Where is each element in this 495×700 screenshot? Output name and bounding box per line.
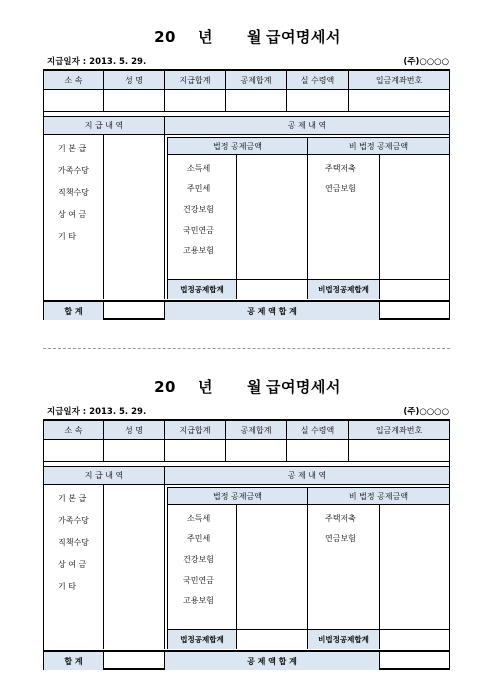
nonlegal-total-label: 비법정공제합계: [308, 279, 380, 299]
header-net-pay: 실 수령액: [287, 71, 349, 90]
section-deduct-header: 공 제 내 역: [165, 466, 449, 485]
title-year: 년: [197, 28, 213, 46]
grand-total-label: 합 계: [44, 300, 104, 320]
header-dept: 소 속: [44, 71, 104, 90]
value-dept[interactable]: [44, 440, 104, 462]
legal-item-resident-tax: 주민세: [187, 184, 211, 193]
legal-total-value[interactable]: [237, 279, 308, 299]
legal-deduct-header: 법정 공제금액: [167, 487, 308, 505]
pay-date: [47, 405, 146, 417]
nonlegal-item-housing: 주택저축: [325, 514, 356, 523]
pay-item-family: 가족수당: [58, 516, 89, 525]
cut-line: [43, 348, 450, 349]
deduct-total-label: 공 제 액 합 계: [165, 300, 380, 320]
value-net-pay[interactable]: [287, 440, 349, 462]
value-pay-total[interactable]: [165, 440, 226, 462]
legal-total-value[interactable]: [237, 629, 308, 649]
legal-item-income-tax: 소득세: [187, 514, 211, 523]
legal-item-pension: 국민연금: [183, 226, 214, 235]
slip-table: [43, 69, 450, 320]
section-pay-header: 지 급 내 역: [44, 466, 165, 485]
value-account[interactable]: [349, 90, 449, 112]
pay-item-bonus: 상 여 금: [58, 210, 87, 219]
pay-item-other: 기 타: [58, 582, 76, 591]
value-net-pay[interactable]: [287, 90, 349, 112]
company-name: (주)○○○○: [403, 407, 449, 417]
pay-date-label: 지급일자 :: [47, 407, 87, 417]
value-deduct-total[interactable]: [226, 90, 287, 112]
pay-values-col[interactable]: [104, 485, 165, 649]
legal-item-income-tax: 소득세: [187, 164, 211, 173]
header-dept: 소 속: [44, 421, 104, 440]
nonlegal-total-value[interactable]: [380, 279, 449, 299]
slip-table: [43, 419, 450, 670]
legal-deduct-header: 법정 공제금액: [167, 137, 308, 155]
grand-total-label: 합 계: [44, 650, 104, 670]
title-year-num: 20: [154, 378, 176, 396]
legal-item-employment: 고용보험: [183, 596, 214, 605]
pay-date-value: 2013. 5. 29.: [89, 407, 147, 417]
section-pay-header: 지 급 내 역: [44, 116, 165, 135]
nonlegal-deduct-header: 비 법정 공제금액: [308, 487, 449, 505]
header-name: 성 명: [104, 421, 165, 440]
company-name: (주)○○○○: [403, 57, 449, 67]
pay-date-label: 지급일자 :: [47, 57, 87, 67]
pay-slip: [0, 0, 495, 340]
nonlegal-item-housing: 주택저축: [325, 164, 356, 173]
grand-total-value[interactable]: [104, 300, 165, 320]
legal-values-col[interactable]: [237, 155, 308, 279]
nonlegal-values-col[interactable]: [380, 505, 449, 629]
header-deduct-total: 공제합계: [226, 71, 287, 90]
nonlegal-deduct-header: 비 법정 공제금액: [308, 137, 449, 155]
title-name: 급여명세서: [265, 378, 341, 396]
deduct-total-value[interactable]: [380, 650, 449, 670]
header-net-pay: 실 수령액: [287, 421, 349, 440]
page-title: [0, 376, 495, 397]
legal-total-label: 법정공제합계: [167, 279, 237, 299]
value-name[interactable]: [104, 440, 165, 462]
nonlegal-item-annuity: 연금보험: [325, 534, 356, 543]
legal-total-label: 법정공제합계: [167, 629, 237, 649]
value-deduct-total[interactable]: [226, 440, 287, 462]
title-year: 년: [197, 378, 213, 396]
header-account: 입금계좌번호: [349, 71, 449, 90]
value-dept[interactable]: [44, 90, 104, 112]
legal-item-resident-tax: 주민세: [187, 534, 211, 543]
header-name: 성 명: [104, 71, 165, 90]
nonlegal-total-value[interactable]: [380, 629, 449, 649]
pay-date: [47, 55, 146, 67]
legal-item-employment: 고용보험: [183, 246, 214, 255]
nonlegal-item-annuity: 연금보험: [325, 184, 356, 193]
pay-item-other: 기 타: [58, 232, 76, 241]
legal-item-pension: 국민연금: [183, 576, 214, 585]
legal-item-health: 건강보험: [183, 555, 214, 564]
nonlegal-values-col[interactable]: [380, 155, 449, 279]
header-deduct-total: 공제합계: [226, 421, 287, 440]
header-pay-total: 지급합계: [165, 421, 226, 440]
grand-total-value[interactable]: [104, 650, 165, 670]
value-account[interactable]: [349, 440, 449, 462]
value-pay-total[interactable]: [165, 90, 226, 112]
title-month: 월: [246, 28, 262, 46]
header-pay-total: 지급합계: [165, 71, 226, 90]
pay-values-col[interactable]: [104, 135, 165, 299]
pay-slip: [0, 350, 495, 690]
deduct-total-label: 공 제 액 합 계: [165, 650, 380, 670]
title-month: 월: [246, 378, 262, 396]
legal-item-health: 건강보험: [183, 205, 214, 214]
section-deduct-header: 공 제 내 역: [165, 116, 449, 135]
pay-item-position: 직책수당: [58, 188, 89, 197]
pay-date-value: 2013. 5. 29.: [89, 57, 147, 67]
pay-item-family: 가족수당: [58, 166, 89, 175]
deduct-total-value[interactable]: [380, 300, 449, 320]
pay-item-bonus: 상 여 금: [58, 560, 87, 569]
title-name: 급여명세서: [265, 28, 341, 46]
page-title: [0, 26, 495, 47]
title-year-num: 20: [154, 28, 176, 46]
nonlegal-total-label: 비법정공제합계: [308, 629, 380, 649]
pay-item-basic: 기 본 급: [58, 494, 87, 503]
pay-item-position: 직책수당: [58, 538, 89, 547]
pay-item-basic: 기 본 급: [58, 144, 87, 153]
value-name[interactable]: [104, 90, 165, 112]
header-account: 입금계좌번호: [349, 421, 449, 440]
legal-values-col[interactable]: [237, 505, 308, 629]
